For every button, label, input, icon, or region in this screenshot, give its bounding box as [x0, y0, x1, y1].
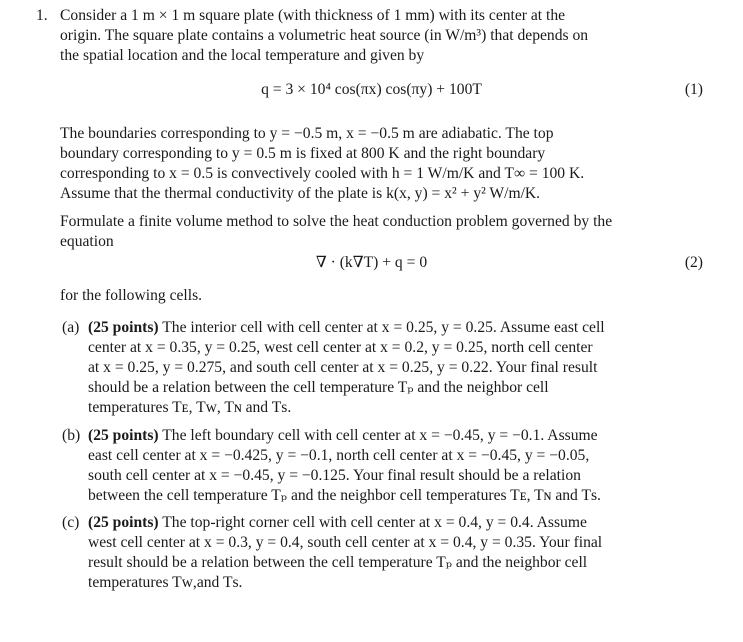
equation-1-tag: (1): [684, 81, 703, 98]
intro-line: Consider a 1 m × 1 m square plate (with thickness of 1 mm) with its center at the: [60, 7, 566, 24]
boundary-line: The boundaries corresponding to y = −0.5 m, x = −0.5 m are adiabatic. The top: [60, 125, 554, 142]
formulate-line: equation: [60, 233, 114, 250]
part-c-line: west cell center at x = 0.3, y = 0.4, south cell center at x = 0.4, y = 0.35. Your final: [88, 534, 603, 551]
intro-line: origin. The square plate contains a volumetric heat source (in W/m³) that depends on: [60, 27, 589, 44]
boundary-line: Assume that the thermal conductivity of the plate is k(x, y) = x² + y² W/m/K.: [60, 185, 541, 202]
equation-2-tag: (2): [684, 254, 703, 271]
part-c-first-line: [88, 513, 587, 533]
part-c-line: temperatures Tᴡ,and Tѕ.: [88, 574, 243, 591]
equation-2: ∇ · (k∇T) + q = 0: [315, 254, 428, 271]
part-c-points: (25 points): [88, 514, 159, 531]
part-a-points: (25 points): [88, 319, 159, 336]
part-b-line: between the cell temperature Tₚ and the neighbor cell temperatures Tᴇ, Tɴ and Tѕ.: [88, 487, 601, 504]
boundary-line: corresponding to x = 0.5 is convectively cooled with h = 1 W/m/K and T∞ = 100 K.: [60, 165, 585, 182]
equation-1: q = 3 × 10⁴ cos(πx) cos(πy) + 100T: [261, 81, 482, 98]
part-c-line: The top-right corner cell with cell center at x = 0.4, y = 0.4. Assume: [162, 514, 587, 531]
part-b-points: (25 points): [88, 427, 159, 444]
formulate-line: Formulate a finite volume method to solve the heat conduction problem governed by the: [60, 213, 613, 230]
part-a-line: The interior cell with cell center at x = 0.25, y = 0.25. Assume east cell: [162, 319, 605, 336]
problem-number: 1.: [36, 7, 48, 24]
part-a-line: should be a relation between the cell temperature Tₚ and the neighbor cell: [88, 379, 549, 396]
part-a-line: temperatures Tᴇ, Tᴡ, Tɴ and Tѕ.: [88, 399, 292, 416]
part-a-label: (a): [62, 319, 80, 336]
part-a-first-line: [88, 318, 605, 338]
intro-line: the spatial location and the local temperature and given by: [60, 47, 425, 64]
part-b-line: south cell center at x = −0.45, y = −0.125. Your final result should be a relation: [88, 467, 581, 484]
part-a-line: at x = 0.25, y = 0.275, and south cell center at x = 0.25, y = 0.22. Your final result: [88, 359, 598, 376]
part-b-line: east cell center at x = −0.425, y = −0.1, north cell center at x = −0.45, y = −0.05,: [88, 447, 590, 464]
part-b-label: (b): [62, 427, 81, 444]
part-c-label: (c): [62, 514, 80, 531]
boundary-line: boundary corresponding to y = 0.5 m is fixed at 800 K and the right boundary: [60, 145, 546, 162]
part-a-line: center at x = 0.35, y = 0.25, west cell center at x = 0.2, y = 0.25, north cell center: [88, 339, 593, 356]
part-b-first-line: [88, 426, 598, 446]
part-c-line: result should be a relation between the cell temperature Tₚ and the neighbor cell: [88, 554, 588, 571]
part-b-line: The left boundary cell with cell center at x = −0.45, y = −0.1. Assume: [162, 427, 598, 444]
for-cells-text: for the following cells.: [60, 287, 203, 304]
